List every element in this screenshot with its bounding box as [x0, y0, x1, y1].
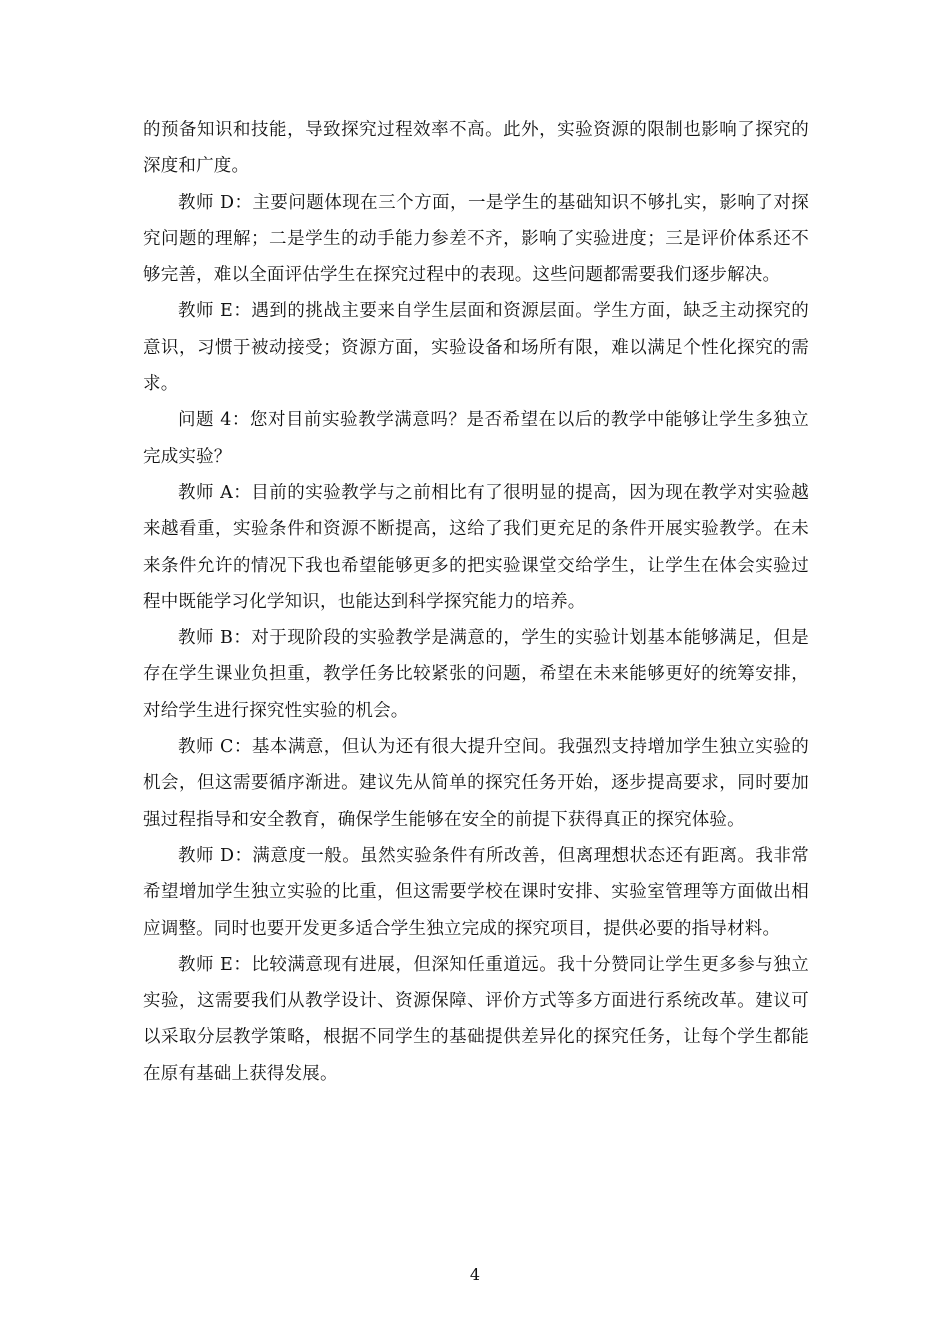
paragraph-question-4: 问题 4：您对目前实验教学满意吗？是否希望在以后的教学中能够让学生多独立完成实验？ [143, 410, 809, 467]
paragraph-teacher-a-answer: 教师 A：目前的实验教学与之前相比有了很明显的提高，因为现在教学对实验越来越看重，实验条件和资源不断提高，这给了我们更充足的条件开展实验教学。在未来条件允许的情况下我也希望能够更多的把实验课堂交给学生，让学生在体会实验过程中既能学习化学知识，也能达到科学探究能力的培养。 [143, 482, 809, 612]
paragraph-teacher-e-answer: 教师 E：比较满意现有进展，但深知任重道远。我十分赞同让学生更多参与独立实验，这需要我们从教学设计、资源保障、评价方式等多方面进行系统改革。建议可以采取分层教学策略，根据不同学生的基础提供差异化的探究任务，让每个学生都能在原有基础上获得发展。 [143, 954, 809, 1084]
paragraph-teacher-e-challenges: 教师 E：遇到的挑战主要来自学生层面和资源层面。学生方面，缺乏主动探究的意识，习惯于被动接受；资源方面，实验设备和场所有限，难以满足个性化探究的需求。 [143, 301, 809, 395]
paragraph-teacher-c-answer: 教师 C：基本满意，但认为还有很大提升空间。我强烈支持增加学生独立实验的机会，但这需要循序渐进。建议先从简单的探究任务开始，逐步提高要求，同时要加强过程指导和安全教育，确保学生能够在安全的前提下获得真正的探究体验。 [143, 737, 809, 830]
paragraph-teacher-b-answer: 教师 B：对于现阶段的实验教学是满意的，学生的实验计划基本能够满足，但是存在学生课业负担重，教学任务比较紧张的问题，希望在未来能够更好的统筹安排，对给学生进行探究性实验的机会。 [143, 628, 809, 721]
paragraph-teacher-d-answer: 教师 D：满意度一般。虽然实验条件有所改善，但离理想状态还有距离。我非常希望增加学生独立实验的比重，但这需要学校在课时安排、实验室管理等方面做出相应调整。同时也要开发更多适合学生独立完成的探究项目，提供必要的指导材料。 [143, 845, 809, 939]
paragraph-continued: 的预备知识和技能，导致探究过程效率不高。此外，实验资源的限制也影响了探究的深度和广度。 [143, 120, 809, 177]
paragraph-teacher-d-challenges: 教师 D：主要问题体现在三个方面，一是学生的基础知识不够扎实，影响了对探究问题的理解；二是学生的动手能力参差不齐，影响了实验进度；三是评价体系还不够完善，难以全面评估学生在探究过程中的表现。这些问题都需要我们逐步解决。 [143, 192, 809, 286]
body-text [143, 112, 809, 1092]
page-number: 4 [469, 1265, 481, 1284]
